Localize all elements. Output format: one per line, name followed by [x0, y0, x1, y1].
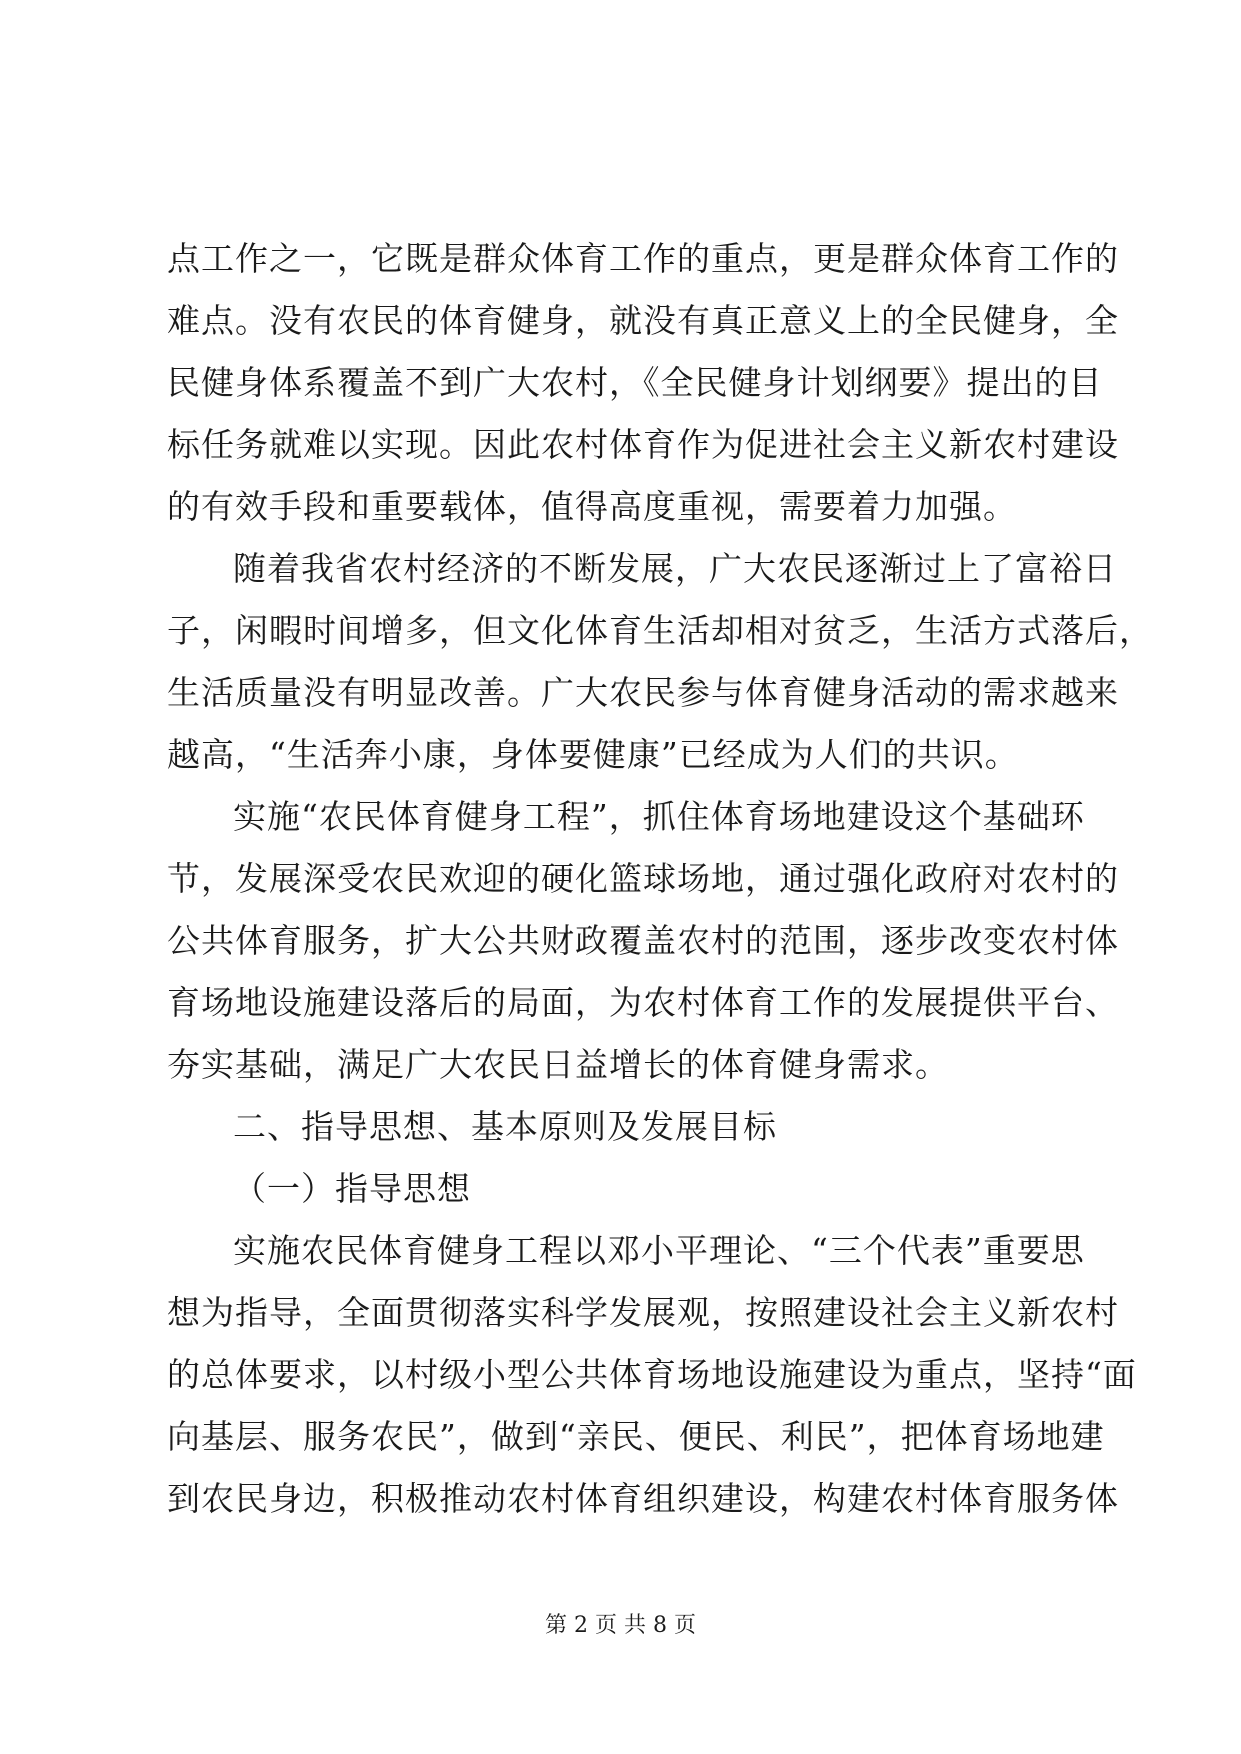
text-line: 公共体育服务，扩大公共财政覆盖农村的范围，逐步改变农村体 [167, 921, 1119, 960]
paragraph-2 [167, 538, 1153, 786]
text-line: 的总体要求，以村级小型公共体育场地设施建设为重点，坚持“面 [167, 1355, 1137, 1394]
text-line: 实施“农民体育健身工程”，抓住体育场地建设这个基础环 [233, 797, 1085, 836]
text-line: 想为指导，全面贯彻落实科学发展观，按照建设社会主义新农村 [167, 1293, 1119, 1332]
text-line: 节，发展深受农民欢迎的硬化篮球场地，通过强化政府对农村的 [167, 859, 1119, 898]
text-line: 育场地设施建设落后的局面，为农村体育工作的发展提供平台、 [167, 983, 1119, 1022]
text-line: 标任务就难以实现。因此农村体育作为促进社会主义新农村建设 [167, 425, 1119, 464]
document-body [167, 228, 1153, 1530]
text-line: 实施农民体育健身工程以邓小平理论、“三个代表”重要思 [233, 1231, 1085, 1270]
text-line: 夯实基础，满足广大农民日益增长的体育健身需求。 [167, 1045, 949, 1084]
paragraph-3 [167, 786, 1119, 1096]
text-line: 子，闲暇时间增多，但文化体育生活却相对贫乏，生活方式落后， [167, 611, 1153, 650]
text-line: 到农民身边，积极推动农村体育组织建设，构建农村体育服务体 [167, 1479, 1119, 1518]
text-line: 难点。没有农民的体育健身，就没有真正意义上的全民健身，全 [167, 301, 1119, 340]
text-line: 的有效手段和重要载体，值得高度重视，需要着力加强。 [167, 487, 1017, 526]
paragraph-4 [167, 1220, 1137, 1530]
paragraph-1 [167, 228, 1119, 538]
text-line: 点工作之一，它既是群众体育工作的重点，更是群众体育工作的 [167, 239, 1119, 278]
text-line: 越高，“生活奔小康，身体要健康”已经成为人们的共识。 [167, 735, 1019, 774]
subsection-heading: （一）指导思想 [233, 1169, 471, 1208]
text-line: 向基层、服务农民”，做到“亲民、便民、利民”，把体育场地建 [167, 1417, 1105, 1456]
section-heading: 二、指导思想、基本原则及发展目标 [233, 1107, 777, 1146]
text-line: 生活质量没有明显改善。广大农民参与体育健身活动的需求越来 [167, 673, 1119, 712]
text-line: 民健身体系覆盖不到广大农村，《全民健身计划纲要》提出的目 [167, 363, 1103, 402]
text-line: 随着我省农村经济的不断发展，广大农民逐渐过上了富裕日 [233, 549, 1117, 588]
page-number-footer: 第 2 页 共 8 页 [545, 1613, 696, 1638]
